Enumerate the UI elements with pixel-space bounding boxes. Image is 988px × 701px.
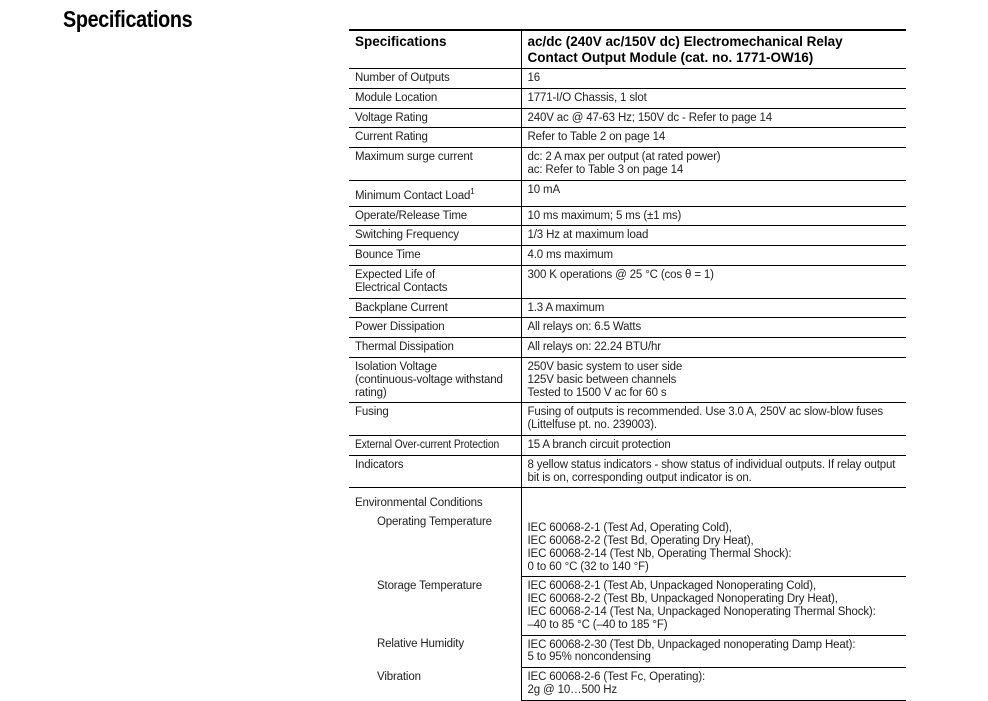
value-line: IEC 60068-2-6 (Test Fc, Operating):: [527, 671, 706, 684]
row-value: [521, 635, 906, 668]
table-row: [349, 435, 906, 455]
value-line: 300 K operations @ 25 °C (cos θ = 1): [527, 268, 714, 281]
header-specifications: Specifications: [349, 30, 521, 69]
value-line: 16: [527, 72, 540, 84]
value-line: IEC 60068-2-1 (Test Ad, Operating Cold),: [527, 522, 732, 535]
table-row: [349, 246, 906, 266]
table-row: [349, 403, 906, 436]
row-value: [521, 180, 906, 206]
row-label: [349, 357, 521, 402]
row-value: [521, 88, 906, 108]
value-line: Refer to Table 2 on page 14: [527, 131, 666, 144]
value-line: 8 yellow status indicators - show status of individual outputs. If relay output: [527, 458, 896, 471]
row-label: Power Dissipation: [349, 318, 521, 338]
label-text: Minimum Contact Load: [355, 189, 471, 202]
value-line: bit is on, corresponding output indicator is on.: [527, 471, 752, 484]
row-value: [521, 513, 906, 577]
row-label: Switching Frequency: [349, 226, 521, 246]
value-line: Tested to 1500 V ac for 60 s: [527, 386, 667, 399]
table-row: [349, 69, 906, 89]
value-line: ac: Refer to Table 3 on page 14: [527, 163, 684, 176]
row-label: [349, 435, 521, 455]
table-row: [349, 455, 906, 488]
value-line: 0 to 60 °C (32 to 140 °F): [527, 560, 649, 573]
value-line: IEC 60068-2-2 (Test Bb, Unpackaged Nonoperating Dry Heat),: [527, 593, 838, 606]
table-row: [349, 108, 906, 128]
table-row: [349, 577, 906, 635]
table-row: [349, 338, 906, 358]
table-row: [349, 128, 906, 148]
row-label: Operating Temperature: [377, 516, 492, 529]
row-label: Number of Outputs: [349, 69, 521, 89]
row-label: Thermal Dissipation: [349, 338, 521, 358]
value-line: 10 mA: [527, 183, 560, 196]
row-label: Vibration: [377, 670, 421, 683]
row-value: [521, 357, 906, 402]
row-label: Relative Humidity: [377, 638, 464, 650]
value-line: dc: 2 A max per output (at rated power): [527, 151, 721, 164]
row-value: [521, 206, 906, 226]
row-value: [521, 148, 906, 181]
value-line: 5 to 95% noncondensing: [527, 651, 651, 664]
row-label: [349, 265, 521, 298]
table-row: [349, 265, 906, 298]
label-text: External Over-current Protection: [355, 438, 500, 451]
row-value: [521, 69, 906, 89]
value-line: All relays on: 6.5 Watts: [527, 321, 642, 334]
row-value: [521, 435, 906, 455]
value-line: 1771-I/O Chassis, 1 slot: [527, 91, 647, 104]
header-title-line-2: Contact Output Module (cat. no. 1771-OW16): [527, 49, 814, 65]
table-row: [349, 180, 906, 206]
row-label: Fusing: [349, 403, 521, 436]
value-line: IEC 60068-2-14 (Test Na, Unpackaged Nonoperating Thermal Shock):: [527, 605, 876, 618]
header-title-line-1: ac/dc (240V ac/150V dc) Electromechanical Relay: [527, 34, 843, 49]
row-label: [349, 180, 521, 206]
value-line: All relays on: 22.24 BTU/hr: [527, 341, 661, 354]
row-value: [521, 226, 906, 246]
row-label: Voltage Rating: [349, 108, 521, 128]
row-value: [521, 338, 906, 358]
table-row: [349, 88, 906, 108]
table-row: [349, 635, 906, 668]
row-label: Operate/Release Time: [349, 206, 521, 226]
table-header-row: [349, 30, 906, 69]
value-line: 2g @ 10…500 Hz: [527, 683, 617, 696]
row-label: Maximum surge current: [349, 148, 521, 181]
value-line: 1/3 Hz at maximum load: [527, 229, 649, 242]
table-row: [349, 357, 906, 402]
label-line: Electrical Contacts: [355, 281, 448, 294]
row-value: [521, 577, 906, 635]
value-line: IEC 60068-2-2 (Test Bd, Operating Dry Heat),: [527, 534, 754, 547]
page-title: Specifications: [63, 6, 193, 32]
row-value: [521, 403, 906, 436]
value-line: 15 A branch circuit protection: [527, 438, 671, 451]
value-line: IEC 60068-2-30 (Test Db, Unpackaged nonoperating Damp Heat):: [527, 638, 856, 651]
value-line: (Littelfuse pt. no. 239003).: [527, 419, 657, 432]
environmental-heading-row: [349, 488, 906, 513]
row-value: [521, 318, 906, 338]
row-value: [521, 265, 906, 298]
label-line: (continuous-voltage withstand: [355, 373, 503, 386]
value-line: 10 ms maximum; 5 ms (±1 ms): [527, 209, 682, 222]
row-label: Backplane Current: [349, 298, 521, 318]
table-row: [349, 148, 906, 181]
table-row: [349, 206, 906, 226]
label-line: Isolation Voltage: [355, 360, 437, 373]
row-label: Module Location: [349, 88, 521, 108]
row-label: Bounce Time: [349, 246, 521, 266]
specifications-table: [349, 29, 906, 701]
label-line: Expected Life of: [355, 268, 436, 281]
table-row: [349, 318, 906, 338]
row-value: [521, 108, 906, 128]
value-line: 240V ac @ 47-63 Hz; 150V dc - Refer to page 14: [527, 111, 773, 124]
label-line: rating): [355, 386, 387, 399]
row-label: Current Rating: [349, 128, 521, 148]
value-line: 250V basic system to user side: [527, 360, 683, 373]
row-value: [521, 298, 906, 318]
value-line: Fusing of outputs is recommended. Use 3.0 A, 250V ac slow-blow fuses: [527, 406, 883, 419]
row-value: [521, 455, 906, 488]
value-line: 1.3 A maximum: [527, 301, 605, 314]
value-line: 4.0 ms maximum: [527, 249, 613, 262]
row-value: [521, 488, 906, 513]
footnote-marker: 1: [470, 186, 475, 196]
value-line: 125V basic between channels: [527, 373, 677, 386]
row-label: Storage Temperature: [377, 579, 482, 592]
row-label: Indicators: [349, 455, 521, 488]
table-row: [349, 298, 906, 318]
row-value: [521, 128, 906, 148]
table-row: [349, 668, 906, 701]
value-line: –40 to 85 °C (–40 to 185 °F): [527, 618, 668, 631]
table-row: [349, 226, 906, 246]
environmental-heading: Environmental Conditions: [355, 497, 483, 510]
header-module-title: [521, 30, 906, 69]
row-value: [521, 668, 906, 701]
value-line: IEC 60068-2-14 (Test Nb, Operating Thermal Shock):: [527, 547, 792, 560]
row-value: [521, 246, 906, 266]
table-row: [349, 513, 906, 577]
value-line: IEC 60068-2-1 (Test Ab, Unpackaged Nonoperating Cold),: [527, 580, 817, 593]
